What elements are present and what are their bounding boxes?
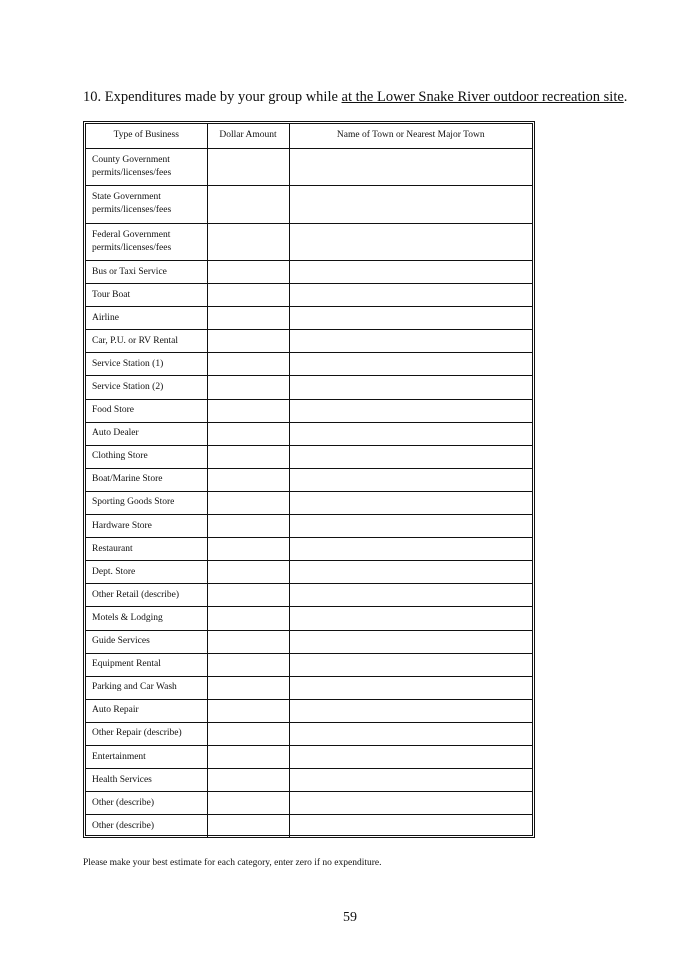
dollar-amount-cell[interactable] — [207, 722, 289, 745]
town-name-cell[interactable] — [289, 630, 532, 653]
town-name-cell[interactable] — [289, 792, 532, 815]
question-underlined-phrase: at the Lower Snake River outdoor recreation site — [341, 89, 624, 105]
dollar-amount-cell[interactable] — [207, 584, 289, 607]
dollar-amount-cell[interactable] — [207, 261, 289, 284]
dollar-amount-cell[interactable] — [207, 699, 289, 722]
town-name-cell[interactable] — [289, 422, 532, 445]
dollar-amount-cell[interactable] — [207, 792, 289, 815]
dollar-amount-cell[interactable] — [207, 653, 289, 676]
business-type-label: Entertainment — [86, 745, 207, 768]
dollar-amount-cell[interactable] — [207, 515, 289, 538]
town-name-cell[interactable] — [289, 491, 532, 514]
header-town-name: Name of Town or Nearest Major Town — [289, 124, 532, 148]
town-name-cell[interactable] — [289, 468, 532, 491]
business-type-label: Restaurant — [86, 538, 207, 561]
business-type-label: Auto Repair — [86, 699, 207, 722]
town-name-cell[interactable] — [289, 376, 532, 399]
dollar-amount-cell[interactable] — [207, 630, 289, 653]
dollar-amount-cell[interactable] — [207, 491, 289, 514]
business-type-label: Service Station (1) — [86, 353, 207, 376]
town-name-cell[interactable] — [289, 445, 532, 468]
table-row — [86, 307, 532, 330]
expenditure-table — [86, 124, 532, 838]
table-row — [86, 445, 532, 468]
town-name-cell[interactable] — [289, 769, 532, 792]
business-type-label: State Government permits/licenses/fees — [86, 186, 207, 224]
business-type-label: Dept. Store — [86, 561, 207, 584]
page-number: 59 — [343, 910, 357, 925]
table-row — [86, 399, 532, 422]
table-row — [86, 491, 532, 514]
business-type-label: Tour Boat — [86, 284, 207, 307]
town-name-cell[interactable] — [289, 676, 532, 699]
table-row — [86, 745, 532, 768]
dollar-amount-cell[interactable] — [207, 538, 289, 561]
business-type-label: Hardware Store — [86, 515, 207, 538]
town-name-cell[interactable] — [289, 722, 532, 745]
town-name-cell[interactable] — [289, 307, 532, 330]
town-name-cell[interactable] — [289, 148, 532, 186]
dollar-amount-cell[interactable] — [207, 445, 289, 468]
table-row — [86, 538, 532, 561]
business-type-label: Car, P.U. or RV Rental — [86, 330, 207, 353]
business-type-label: Other (describe) — [86, 815, 207, 838]
town-name-cell[interactable] — [289, 607, 532, 630]
table-row — [86, 792, 532, 815]
business-type-label: Bus or Taxi Service — [86, 261, 207, 284]
table-row — [86, 630, 532, 653]
table-row — [86, 515, 532, 538]
business-type-label: Auto Dealer — [86, 422, 207, 445]
dollar-amount-cell[interactable] — [207, 769, 289, 792]
dollar-amount-cell[interactable] — [207, 353, 289, 376]
instruction-note: Please make your best estimate for each category, enter zero if no expenditure. — [83, 858, 382, 868]
town-name-cell[interactable] — [289, 330, 532, 353]
town-name-cell[interactable] — [289, 515, 532, 538]
dollar-amount-cell[interactable] — [207, 399, 289, 422]
table-row — [86, 699, 532, 722]
town-name-cell[interactable] — [289, 745, 532, 768]
town-name-cell[interactable] — [289, 538, 532, 561]
dollar-amount-cell[interactable] — [207, 307, 289, 330]
dollar-amount-cell[interactable] — [207, 745, 289, 768]
dollar-amount-cell[interactable] — [207, 148, 289, 186]
dollar-amount-cell[interactable] — [207, 422, 289, 445]
question-text — [83, 89, 627, 106]
town-name-cell[interactable] — [289, 399, 532, 422]
business-type-label: Other (describe) — [86, 792, 207, 815]
business-type-label: Other Retail (describe) — [86, 584, 207, 607]
dollar-amount-cell[interactable] — [207, 607, 289, 630]
business-type-label: Health Services — [86, 769, 207, 792]
table-row — [86, 353, 532, 376]
table-row — [86, 468, 532, 491]
dollar-amount-cell[interactable] — [207, 186, 289, 224]
dollar-amount-cell[interactable] — [207, 815, 289, 838]
header-type-of-business: Type of Business — [86, 124, 207, 148]
question-prefix: 10. Expenditures made by your group while — [83, 89, 342, 105]
town-name-cell[interactable] — [289, 353, 532, 376]
header-dollar-amount: Dollar Amount — [207, 124, 289, 148]
dollar-amount-cell[interactable] — [207, 468, 289, 491]
town-name-cell[interactable] — [289, 284, 532, 307]
dollar-amount-cell[interactable] — [207, 376, 289, 399]
dollar-amount-cell[interactable] — [207, 330, 289, 353]
town-name-cell[interactable] — [289, 815, 532, 838]
table-row — [86, 561, 532, 584]
town-name-cell[interactable] — [289, 653, 532, 676]
table-row — [86, 223, 532, 261]
table-row — [86, 607, 532, 630]
table-row — [86, 815, 532, 838]
table-row — [86, 376, 532, 399]
table-row — [86, 769, 532, 792]
town-name-cell[interactable] — [289, 261, 532, 284]
table-row — [86, 284, 532, 307]
business-type-label: Federal Government permits/licenses/fees — [86, 223, 207, 261]
town-name-cell[interactable] — [289, 584, 532, 607]
business-type-label: Food Store — [86, 399, 207, 422]
town-name-cell[interactable] — [289, 699, 532, 722]
dollar-amount-cell[interactable] — [207, 284, 289, 307]
table-header-row — [86, 124, 532, 148]
table-row — [86, 422, 532, 445]
business-type-label: Boat/Marine Store — [86, 468, 207, 491]
business-type-label: Clothing Store — [86, 445, 207, 468]
table-row — [86, 261, 532, 284]
question-suffix: . — [623, 89, 628, 105]
dollar-amount-cell[interactable] — [207, 561, 289, 584]
business-type-label: Equipment Rental — [86, 653, 207, 676]
business-type-label: Other Repair (describe) — [86, 722, 207, 745]
business-type-label: Service Station (2) — [86, 376, 207, 399]
town-name-cell[interactable] — [289, 186, 532, 224]
table-row — [86, 186, 532, 224]
expenditure-table-frame — [83, 121, 535, 838]
dollar-amount-cell[interactable] — [207, 223, 289, 261]
table-row — [86, 722, 532, 745]
town-name-cell[interactable] — [289, 561, 532, 584]
business-type-label: Sporting Goods Store — [86, 491, 207, 514]
business-type-label: Guide Services — [86, 630, 207, 653]
table-row — [86, 653, 532, 676]
town-name-cell[interactable] — [289, 223, 532, 261]
business-type-label: Parking and Car Wash — [86, 676, 207, 699]
table-row — [86, 148, 532, 186]
dollar-amount-cell[interactable] — [207, 676, 289, 699]
table-row — [86, 330, 532, 353]
table-row — [86, 584, 532, 607]
table-row — [86, 676, 532, 699]
business-type-label: Motels & Lodging — [86, 607, 207, 630]
business-type-label: County Government permits/licenses/fees — [86, 148, 207, 186]
business-type-label: Airline — [86, 307, 207, 330]
